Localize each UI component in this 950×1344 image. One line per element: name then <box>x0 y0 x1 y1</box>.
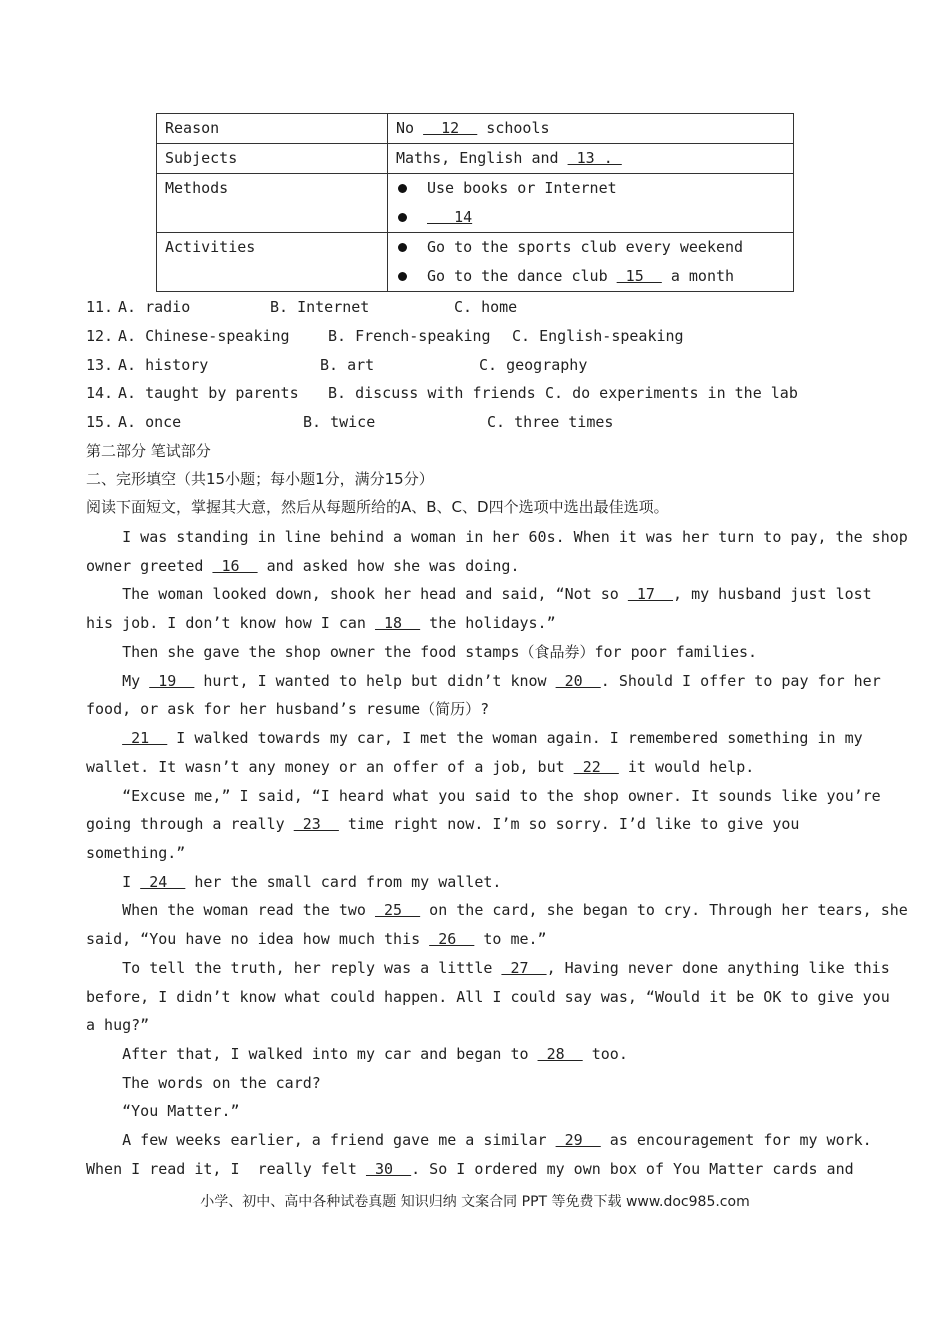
passage-line: Then she gave the shop owner the food stamps（食品券）for poor families. <box>86 643 758 661</box>
blank-15: 15 <box>616 267 662 285</box>
bullet-icon <box>398 213 407 222</box>
blank-26: 26 <box>429 930 475 948</box>
passage-line: wallet. It wasn’t any money or an offer of a job, but 22 it would help. <box>86 758 755 776</box>
instruction: 阅读下面短文，掌握其大意，然后从每题所给的A、B、C、D四个选项中选出最佳选项。 <box>86 498 669 516</box>
table-key: Reason <box>157 114 388 144</box>
blank-16: 16 <box>212 557 258 575</box>
blank-12: 12 <box>423 119 478 137</box>
blank-20: 20 <box>555 672 601 690</box>
passage-line: “Excuse me,” I said, “I heard what you said to the shop owner. It sounds like you’re <box>86 787 881 805</box>
passage-line: I was standing in line behind a woman in her 60s. When it was her turn to pay, the shop <box>86 528 908 546</box>
table-value: Go to the sports club every weekend Go to the dance club 15 a month <box>388 233 794 292</box>
passage-line: a hug?” <box>86 1016 150 1034</box>
blank-19: 19 <box>149 672 195 690</box>
passage-line: his job. I don’t know how I can 18 the holidays.” <box>86 614 556 632</box>
table-row <box>157 174 794 233</box>
table-row <box>157 144 794 174</box>
passage-line: owner greeted 16 and asked how she was doing. <box>86 557 520 575</box>
blank-23: 23 <box>293 815 339 833</box>
table-row <box>157 233 794 292</box>
table-value: No 12 schools <box>388 114 794 144</box>
bullet-icon <box>398 184 407 193</box>
table-value: Use books or Internet 14 <box>388 174 794 233</box>
blank-22: 22 <box>573 758 619 776</box>
blank-27: 27 <box>501 959 547 977</box>
passage-line: before, I didn’t know what could happen. All I could say was, “Would it be OK to give you <box>86 988 890 1006</box>
bullet-icon <box>398 272 407 281</box>
blank-30: 30 <box>365 1160 412 1178</box>
blank-14: 14 <box>427 208 473 226</box>
passage-line: “You Matter.” <box>86 1102 240 1120</box>
passage-line: The words on the card? <box>86 1074 321 1092</box>
passage-line: When I read it, I really felt 30 . So I ordered my own box of You Matter cards and <box>86 1160 854 1178</box>
blank-18: 18 <box>374 614 421 632</box>
table-value: Maths, English and 13 . <box>388 144 794 174</box>
passage-line: To tell the truth, her reply was a little 27 , Having never done anything like this <box>86 959 890 977</box>
blank-21: 21 <box>122 729 168 747</box>
blank-28: 28 <box>537 1045 583 1063</box>
blank-24: 24 <box>140 873 186 891</box>
blank-25: 25 <box>374 901 421 919</box>
passage-line: food, or ask for her husband’s resume（简历）? <box>86 700 490 718</box>
bullet-icon <box>398 243 407 252</box>
blank-17: 17 <box>627 585 674 603</box>
passage-line: I 24 her the small card from my wallet. <box>86 873 502 891</box>
passage-line: something.” <box>86 844 186 862</box>
passage-line: My 19 hurt, I wanted to help but didn’t know 20 . Should I offer to pay for her <box>86 672 881 690</box>
table-key: Methods <box>157 174 388 233</box>
passage-line: said, “You have no idea how much this 26 to me.” <box>86 930 547 948</box>
section-heading: 第二部分 笔试部分 <box>86 442 211 460</box>
blank-29: 29 <box>555 1131 601 1149</box>
page-footer: 小学、初中、高中各种试卷真题 知识归纳 文案合同 PPT 等免费下载 www.doc985.com <box>200 1194 750 1210</box>
table-key: Activities <box>157 233 388 292</box>
passage-line: The woman looked down, shook her head and said, “Not so 17 , my husband just lost <box>86 585 872 603</box>
info-table <box>156 113 794 292</box>
passage-line: going through a really 23 time right now. I’m so sorry. I’d like to give you <box>86 815 800 833</box>
passage-line: When the woman read the two 25 on the card, she began to cry. Through her tears, she <box>86 901 908 919</box>
passage-line: After that, I walked into my car and began to 28 too. <box>86 1045 628 1063</box>
cloze-title: 二、完形填空（共15小题；每小题1分，满分15分） <box>86 470 434 488</box>
passage-line: 21 I walked towards my car, I met the woman again. I remembered something in my <box>122 729 863 747</box>
table-key: Subjects <box>157 144 388 174</box>
blank-13: 13 . <box>567 149 622 167</box>
table-row <box>157 114 794 144</box>
passage-line: A few weeks earlier, a friend gave me a similar 29 as encouragement for my work. <box>86 1131 872 1149</box>
